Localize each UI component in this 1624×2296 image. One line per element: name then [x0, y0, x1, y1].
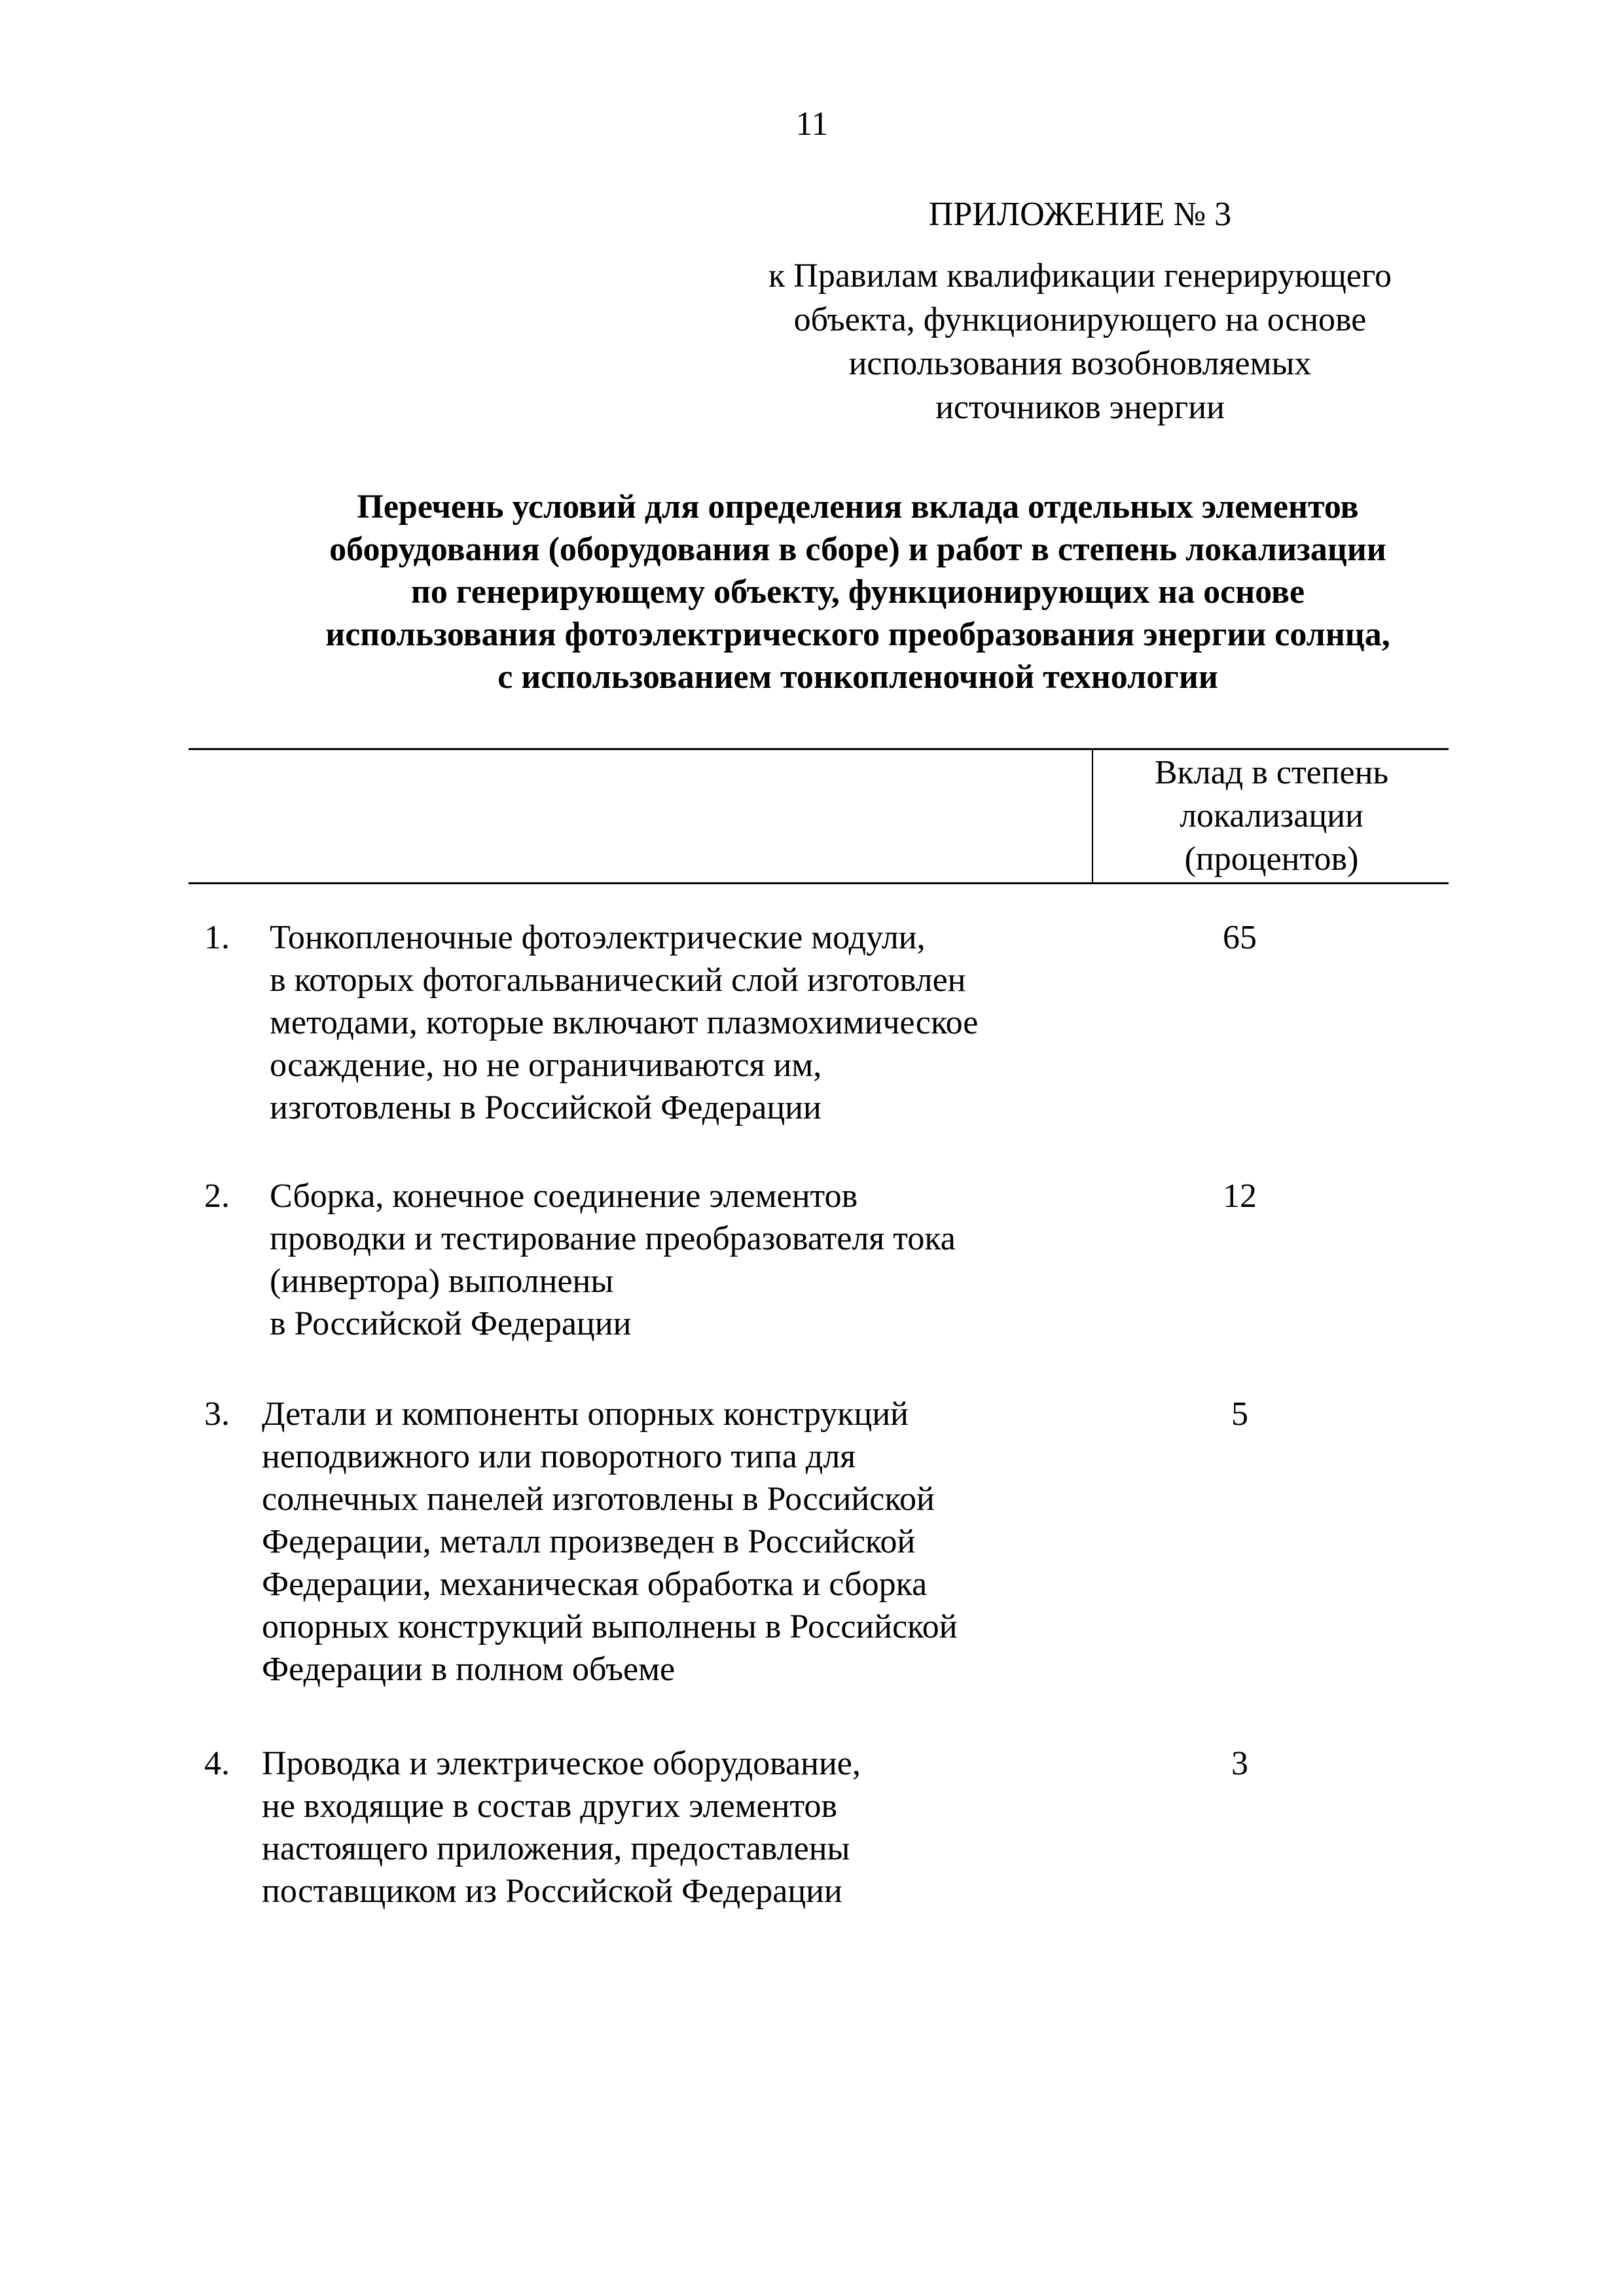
column-divider — [1092, 750, 1093, 882]
item-value: 65 — [1223, 919, 1257, 956]
item-number: 2. — [204, 1177, 230, 1215]
item-text-line: Федерации, металл произведен в Российской — [262, 1523, 916, 1560]
column-header-line: Вклад в степень — [1154, 754, 1389, 791]
item-text-line: солнечных панелей изготовлены в Российской — [262, 1480, 935, 1518]
appendix-reference-line: объекта, функционирующего на основе — [793, 301, 1367, 338]
item-text-line: Детали и компоненты опорных конструкций — [262, 1395, 909, 1433]
item-text-line: Проводка и электрическое оборудование, — [262, 1745, 861, 1782]
contribution-column-header — [1094, 751, 1449, 881]
item-text-line: Тонкопленочные фотоэлектрические модули, — [270, 919, 926, 956]
item-text-line: проводки и тестирование преобразователя тока — [270, 1220, 956, 1257]
appendix-reference-line: к Правилам квалификации генерирующего — [768, 257, 1392, 295]
heading-line: по генерирующему объекту, функционирующих на основе — [410, 573, 1305, 611]
appendix-reference-line: источников энергии — [935, 389, 1225, 426]
item-text-line: методами, которые включают плазмохимическое — [270, 1004, 979, 1041]
page-number: 11 — [795, 105, 829, 143]
item-text — [262, 1393, 1146, 1691]
item-value: 12 — [1223, 1177, 1257, 1215]
item-number: 4. — [204, 1745, 230, 1782]
item-value: 5 — [1231, 1395, 1248, 1433]
appendix-title: ПРИЛОЖЕНИЕ № 3 — [928, 196, 1232, 233]
heading-line: оборудования (оборудования в сборе) и работ в степень локализации — [329, 531, 1386, 568]
item-value: 3 — [1231, 1745, 1248, 1782]
item-number: 3. — [204, 1395, 230, 1433]
appendix-reference — [668, 254, 1492, 429]
item-number: 1. — [204, 919, 230, 956]
heading-line: с использованием тонкопленочной технологии — [497, 658, 1218, 696]
item-text-line: изготовлены в Российской Федерации — [270, 1089, 821, 1126]
table-header — [189, 748, 1449, 884]
heading-line: использования фотоэлектрического преобразования энергии солнца, — [325, 616, 1390, 653]
heading-line: Перечень условий для определения вклада отдельных элементов — [357, 488, 1359, 526]
item-text-line: поставщиком из Российской Федерации — [262, 1873, 842, 1910]
item-text-line: настоящего приложения, предоставлены — [262, 1830, 850, 1867]
document-heading — [92, 486, 1624, 698]
column-header-line: (процентов) — [1184, 840, 1359, 878]
item-text — [270, 916, 1153, 1129]
item-text-line: (инвертора) выполнены — [270, 1263, 614, 1300]
item-text-line: Сборка, конечное соединение элементов — [270, 1177, 858, 1215]
column-header-line: локализации — [1180, 797, 1363, 834]
item-text-line: в которых фотогальванический слой изготовлен — [270, 961, 966, 999]
item-text — [270, 1175, 1153, 1345]
item-text-line: осаждение, но не ограничиваются им, — [270, 1047, 822, 1084]
item-text-line: неподвижного или поворотного типа для — [262, 1438, 856, 1475]
item-text — [262, 1742, 1146, 1912]
item-text-line: в Российской Федерации — [270, 1305, 632, 1342]
item-text-line: не входящие в состав других элементов — [262, 1787, 838, 1825]
item-text-line: Федерации, механическая обработка и сборка — [262, 1566, 928, 1603]
appendix-reference-line: использования возобновляемых — [848, 345, 1312, 382]
item-text-line: опорных конструкций выполнены в Российской — [262, 1608, 958, 1645]
item-text-line: Федерации в полном объеме — [262, 1651, 676, 1688]
